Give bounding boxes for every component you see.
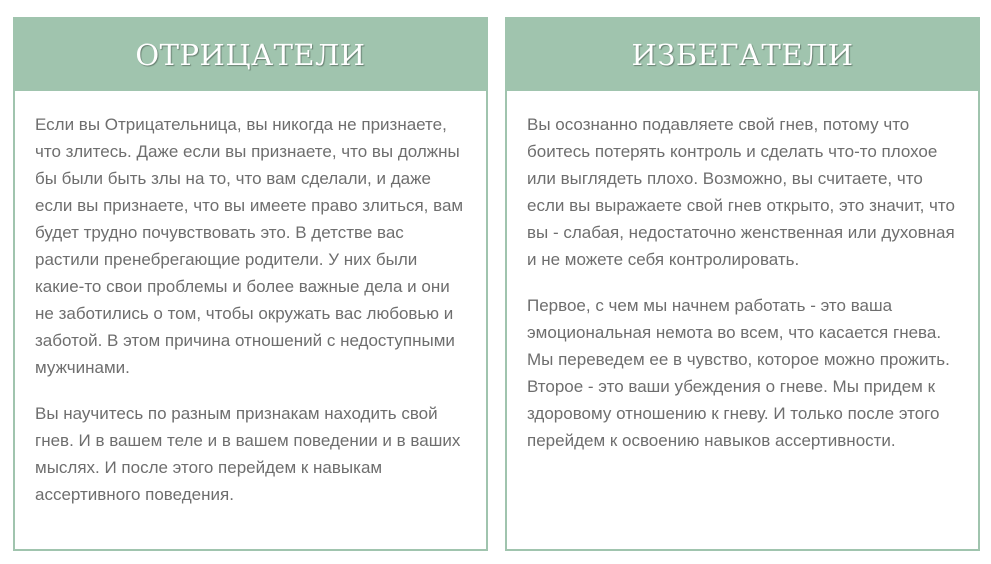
card-body [15, 91, 486, 508]
card-paragraph: Вы осознанно подавляете свой гнев, потому что боитесь потерять контроль и сделать что-то плохое или выглядеть плохо. Возможно, вы считаете, что если вы выражаете свой гнев открыто, это значит, что вы - слабая, недостаточно женственная или духовная и не можете себя контролировать. [527, 115, 955, 269]
card-deniers [13, 17, 488, 551]
card-avoiders [505, 17, 980, 551]
card-paragraph: Если вы Отрицательница, вы никогда не признаете, что злитесь. Даже если вы признаете, что вы должны бы были быть злы на то, что вам сделали, и даже если вы признаете, что вы имеете право злиться, вам будет трудно почувствовать это. В детстве вас растили пренебрегающие родители. У них были какие-то свои проблемы и более важные дела и они не заботились о том, чтобы окружать вас любовью и заботой. В этом причина отношений с недоступными мужчинами. [35, 115, 464, 377]
card-title: ИЗБЕГАТЕЛИ [631, 38, 854, 72]
card-body [507, 91, 978, 454]
card-paragraph: Вы научитесь по разным признакам находить свой гнев. И в вашем теле и в вашем поведении и в ваших мыслях. И после этого перейдем к навыкам ассертивного поведения. [35, 404, 461, 504]
card-paragraph: Первое, с чем мы начнем работать - это ваша эмоциональная немота во всем, что касается гнева. Мы переведем ее в чувство, которое можно прожить. Второе - это ваши убеждения о гневе. Мы придем к здоровому отношению к гневу. И только после этого перейдем к освоению навыков ассертивности. [527, 296, 950, 450]
card-header [505, 17, 980, 91]
card-title: ОТРИЦАТЕЛИ [135, 38, 366, 72]
card-header [13, 17, 488, 91]
